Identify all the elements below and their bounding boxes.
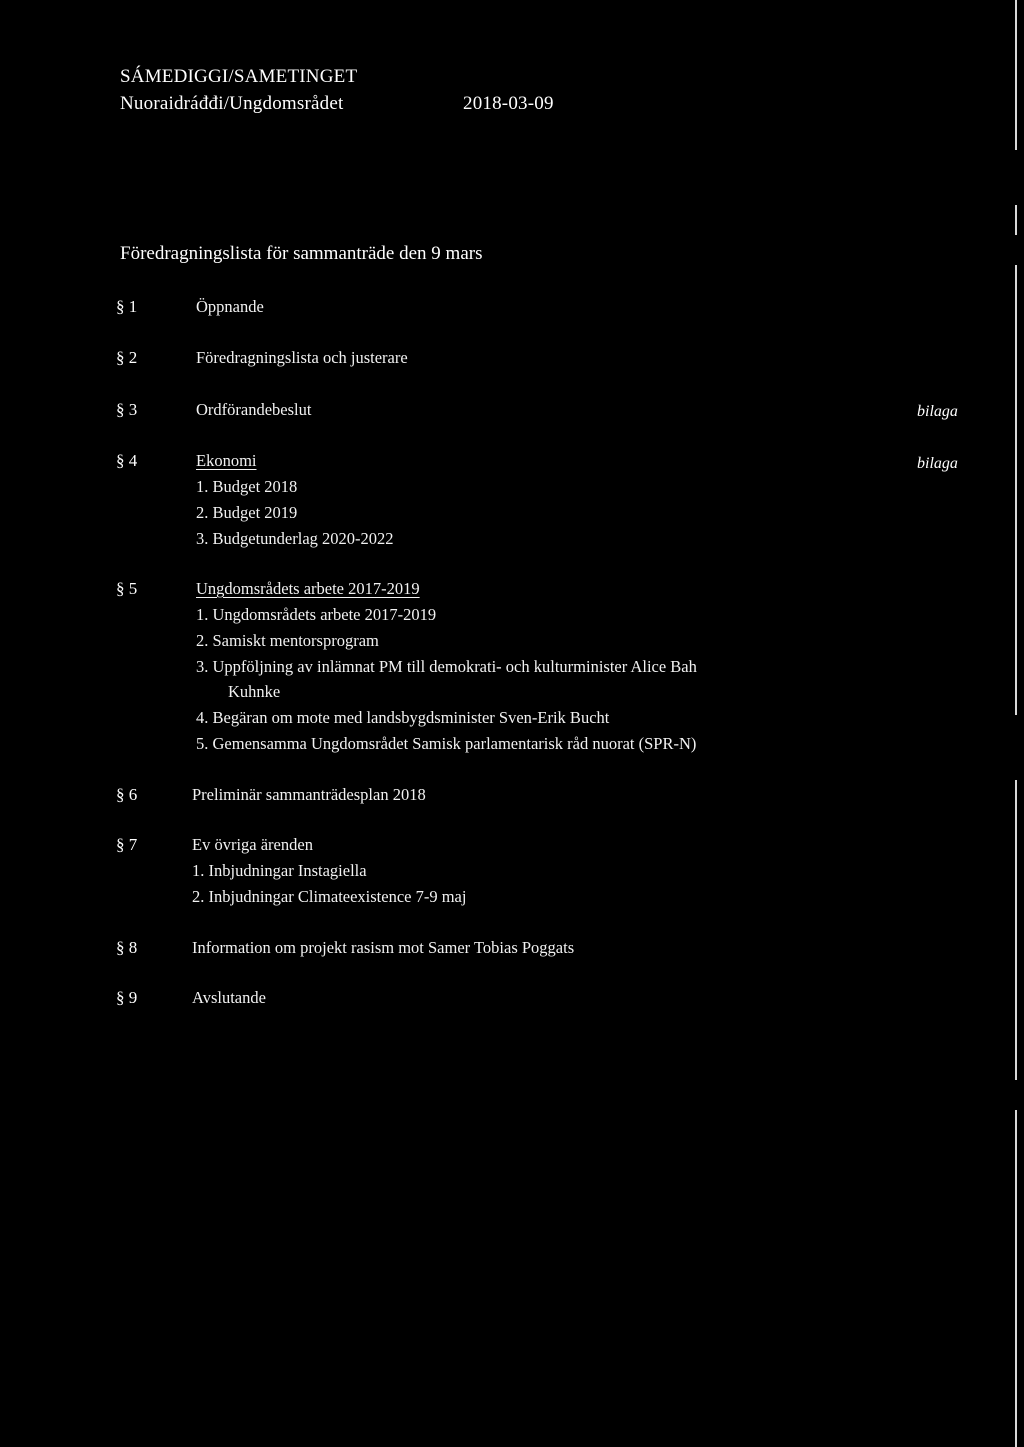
section-title: Föredragningslista och justerare (196, 348, 408, 367)
sub-item: 4. Begäran om mote med landsbygdsminister Sven-Erik Bucht (196, 708, 610, 727)
sub-item: 5. Gemensamma Ungdomsrådet Samisk parlamentarisk råd nuorat (SPR-N) (196, 734, 697, 753)
section-number: § 9 (116, 988, 138, 1007)
section-title: Avslutande (192, 988, 266, 1007)
section-number: § 1 (116, 297, 138, 316)
organization-name: SÁMEDIGGI/SAMETINGET (120, 66, 358, 87)
section-title: Information om projekt rasism mot Samer Tobias Poggats (192, 938, 575, 957)
section-number: § 5 (116, 579, 138, 598)
attachment-note: bilaga (917, 403, 958, 420)
section-number: § 8 (116, 938, 138, 957)
sub-item: 1. Budget 2018 (196, 477, 298, 496)
page-title: Föredragningslista för sammanträde den 9 mars (120, 243, 483, 264)
unit-name: Nuoraidráđđi/Ungdomsrådet (120, 93, 344, 114)
section-title: Ekonomi (196, 451, 257, 470)
scan-edge-line (1015, 1110, 1017, 1447)
section-number: § 4 (116, 451, 138, 470)
sub-item: 2. Samiskt mentorsprogram (196, 631, 379, 650)
sub-item: 3. Budgetunderlag 2020-2022 (196, 529, 394, 548)
sub-item: 1. Inbjudningar Instagiella (192, 861, 367, 880)
section-number: § 3 (116, 400, 138, 419)
scan-edge-line (1015, 205, 1017, 235)
section-title: Ev övriga ärenden (192, 835, 313, 854)
scan-edge-line (1015, 0, 1017, 150)
sub-item: 2. Budget 2019 (196, 503, 298, 522)
sub-item: 2. Inbjudningar Climateexistence 7-9 maj (192, 887, 467, 906)
scan-edge-line (1015, 265, 1017, 715)
sub-item: 3. Uppföljning av inlämnat PM till demokrati- och kulturminister Alice Bah (196, 657, 697, 676)
section-number: § 7 (116, 835, 138, 854)
attachment-note: bilaga (917, 455, 958, 472)
section-title: Preliminär sammanträdesplan 2018 (192, 785, 426, 804)
section-title: Öppnande (196, 297, 264, 316)
scan-edge-line (1015, 780, 1017, 1080)
section-number: § 2 (116, 348, 138, 367)
section-title: Ungdomsrådets arbete 2017-2019 (196, 579, 420, 598)
sub-item: 1. Ungdomsrådets arbete 2017-2019 (196, 605, 437, 624)
document-date: 2018-03-09 (463, 93, 554, 114)
section-title: Ordförandebeslut (196, 400, 312, 419)
sub-item-continuation: Kuhnke (228, 682, 281, 701)
section-number: § 6 (116, 785, 138, 804)
